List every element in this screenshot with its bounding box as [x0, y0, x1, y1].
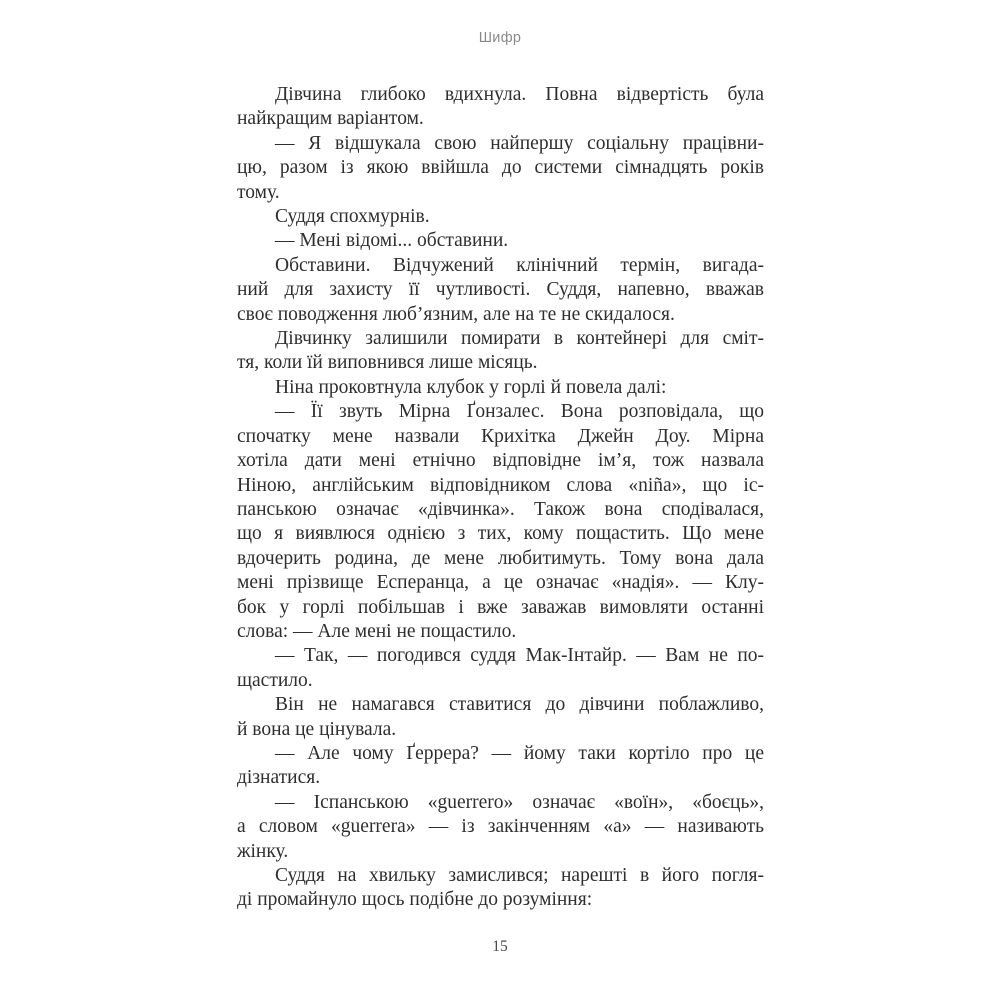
- text-line: що я виявлюся однією з тих, кому пощастить. Що мене: [237, 523, 764, 545]
- paragraph: [237, 83, 764, 132]
- page-text: [237, 83, 764, 913]
- text-line: вдочерить родина, де мене любитимуть. Тому вона дала: [237, 547, 764, 569]
- text-line: тя, коли їй виповнився лише місяць.: [237, 352, 538, 374]
- text-line: цю, разом із якою ввійшла до системи сімнадцять років: [237, 157, 764, 179]
- text-line: — Так, — погодився суддя Мак-Інтайр. — Вам не по-: [275, 645, 764, 667]
- text-line: мені прізвище Есперанца, а це означає «надія». — Клу-: [237, 572, 764, 594]
- paragraph: [237, 327, 764, 376]
- text-line: Він не намагався ставитися до дівчини поблажливо,: [275, 694, 764, 716]
- paragraph: [237, 229, 764, 253]
- paragraph: [237, 693, 764, 742]
- text-line: — Мені відомі... обставини.: [275, 230, 509, 252]
- text-line: бок у горлі побільшав і вже заважав вимовляти останні: [237, 596, 764, 618]
- text-line: найкращим варіантом.: [237, 108, 424, 130]
- text-line: Ніна проковтнула клубок у горлі й повела далі:: [275, 376, 667, 398]
- paragraph: [237, 376, 764, 400]
- text-line: Дівчинку залишили помирати в контейнері для сміт-: [275, 328, 764, 350]
- paragraph: [237, 205, 764, 229]
- text-line: ді промайнуло щось подібне до розуміння:: [237, 889, 593, 911]
- text-line: — Іспанською «guerrero» означає «воїн», «боєць»,: [275, 791, 764, 813]
- paragraph: [237, 864, 764, 913]
- text-line: Обставини. Відчужений клінічний термін, вигада-: [275, 254, 764, 276]
- text-line: Суддя на хвильку замислився; нарешті в його погля-: [275, 865, 764, 886]
- text-line: панською означає «дівчинка». Також вона сподівалася,: [237, 498, 764, 520]
- paragraph: [237, 791, 764, 864]
- text-line: — Я відшукала свою найпершу соціальну працівни-: [275, 132, 764, 154]
- text-line: тому.: [237, 181, 280, 203]
- text-line: й вона це цінувала.: [237, 718, 397, 740]
- running-header: Шифр: [478, 30, 522, 46]
- text-line: щастило.: [237, 669, 313, 691]
- paragraph: [237, 742, 764, 791]
- text-line: а словом «guerrera» — із закінченням «а» — називають: [237, 816, 764, 838]
- text-line: ний для захисту її чутливості. Суддя, напевно, вважав: [237, 279, 764, 301]
- paragraph: [237, 132, 764, 205]
- text-line: Суддя спохмурнів.: [275, 206, 430, 228]
- page-number: 15: [492, 938, 508, 955]
- text-line: дізнатися.: [237, 767, 321, 789]
- text-line: жінку.: [237, 840, 289, 862]
- text-line: Дівчина глибоко вдихнула. Повна відвертість була: [275, 84, 764, 105]
- text-line: спочатку мене назвали Крихітка Джейн Доу. Мірна: [237, 425, 764, 447]
- text-line: — Її звуть Мірна Ґонзалес. Вона розповідала, що: [275, 401, 764, 423]
- text-line: хотіла дати мені етнічно відповідне ім’я, тож назвала: [237, 450, 764, 472]
- text-line: слова: — Але мені не пощастило.: [237, 620, 517, 642]
- paragraph: [237, 644, 764, 693]
- text-line: своє поводження люб’язним, але на те не скидалося.: [237, 303, 675, 325]
- paragraph: [237, 254, 764, 327]
- text-line: — Але чому Ґеррера? — йому таки кортіло про це: [275, 742, 764, 764]
- text-line: Ніною, англійським відповідником слова «niña», що іс-: [237, 474, 764, 496]
- paragraph: [237, 400, 764, 644]
